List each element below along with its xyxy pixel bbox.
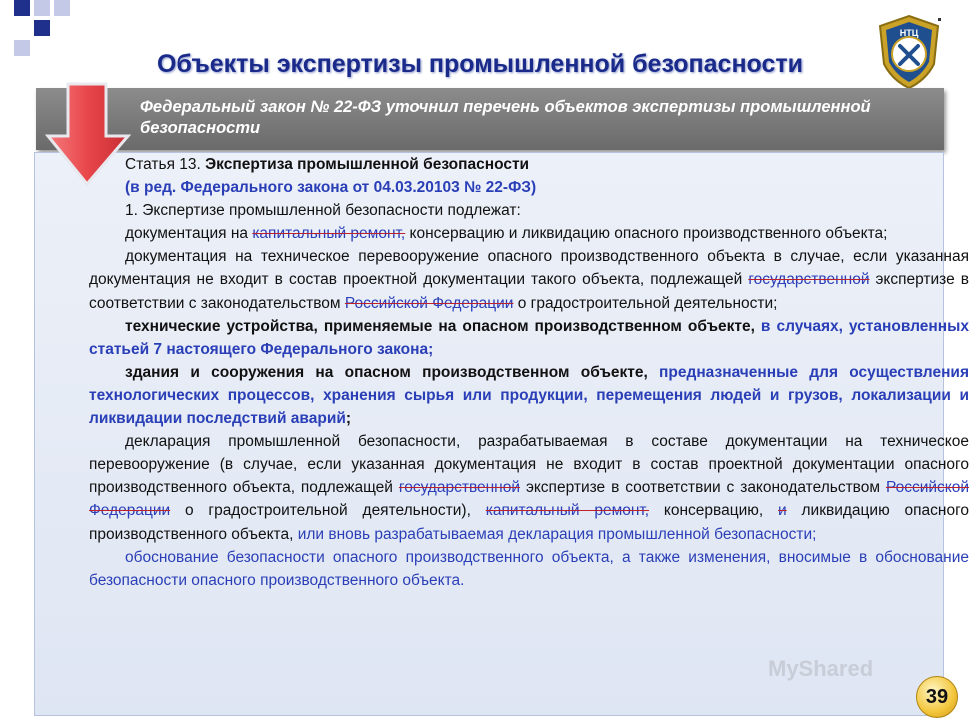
- square-decoration: [34, 0, 50, 16]
- banner: [36, 88, 944, 150]
- ntc-shield-logo-icon: [876, 14, 942, 90]
- p5-text-3: о градостроительной деятельности),: [170, 502, 486, 520]
- paragraph-declaration: [89, 430, 969, 545]
- content-box: [34, 152, 969, 716]
- logo-text: НТЦ: [899, 28, 919, 38]
- p2-struck-2: Российской Федерации: [344, 294, 514, 312]
- banner-text: Федеральный закон № 22-ФЗ уточнил перечень объектов экспертизы промышленной безопасности: [140, 98, 871, 137]
- page-number-badge: 39: [916, 676, 958, 718]
- p5-blue: или вновь разрабатываемая декларация промышленной безопасности;: [297, 525, 817, 543]
- p5-text-2: экспертизе в соответствии с законодательством: [520, 479, 886, 497]
- p3-bold: технические устройства, применяемые на опасном производственном объекте,: [125, 317, 755, 335]
- p1-text-1: документация на: [125, 225, 253, 243]
- square-decoration: [54, 0, 70, 16]
- p2-text-1: документация на техническое перевооружение опасного производственного объекта в случае, если указанная документация не входит в состав проектной документации такого объекта, подлежащей: [89, 248, 969, 289]
- p3-blue: в случаях, установленных статьей 7 настоящего Федерального закона;: [89, 317, 969, 358]
- p5-text-1: декларация промышленной безопасности, разрабатываемая в составе документации на техническое перевооружение (в случае, если указанная документация не входит в состав проектной документации опасного производственного объекта, подлежащей: [89, 433, 969, 497]
- paragraph-rearmament-docs: [89, 245, 969, 314]
- slide-title: Объекты экспертизы промышленной безопасности: [156, 50, 804, 78]
- p5-struck-2: Российской Федерации: [89, 479, 969, 520]
- p5-text-4: консервацию,: [649, 502, 779, 520]
- p4-blue: предназначенные для осуществления технологических процессов, хранения сырья или продукции, перемещения людей и грузов, локализации и ликвидации последствий аварий: [89, 363, 969, 428]
- article-text: [89, 153, 969, 592]
- article-intro: 1. Экспертизе промышленной безопасности подлежат:: [125, 202, 521, 220]
- p1-struck-1: капитальный ремонт,: [252, 225, 406, 243]
- square-decoration: [34, 20, 50, 36]
- dot-decoration: [938, 18, 941, 21]
- red-down-arrow-icon: [44, 80, 134, 188]
- article-title: Экспертиза промышленной безопасности: [205, 156, 530, 173]
- p2-struck-1: государственной: [748, 271, 870, 289]
- p5-struck-4: и: [778, 502, 787, 520]
- article-prefix: Статья 13.: [125, 156, 201, 173]
- p5-struck-1: государственной: [398, 479, 521, 497]
- p4-end: ;: [345, 410, 352, 428]
- article-edition: (в ред. Федерального закона от 04.03.20103 № 22-ФЗ): [125, 179, 537, 197]
- article-heading: [89, 153, 969, 176]
- watermark: MyShared: [768, 656, 874, 681]
- p2-text-3: о градостроительной деятельности;: [513, 294, 778, 312]
- p2-text-2: экспертизе в соответствии с законодательством: [89, 271, 969, 312]
- p4-bold: здания и сооружения на опасном производственном объекте,: [125, 363, 648, 381]
- paragraph-buildings: [89, 361, 969, 430]
- p5-struck-3: капитальный ремонт,: [485, 502, 650, 520]
- square-decoration: [14, 0, 30, 16]
- paragraph-repair-docs: [89, 222, 969, 245]
- p1-text-2: консервацию и ликвидацию опасного производственного объекта;: [405, 225, 888, 243]
- paragraph-safety-justification: обоснование безопасности опасного производственного объекта, а также изменения, вносимые в обоснование безопасности опасного производственного объекта.: [89, 548, 969, 589]
- paragraph-technical-devices: [89, 315, 969, 361]
- p5-text-5: ликвидацию опасного производственного объекта,: [89, 502, 969, 543]
